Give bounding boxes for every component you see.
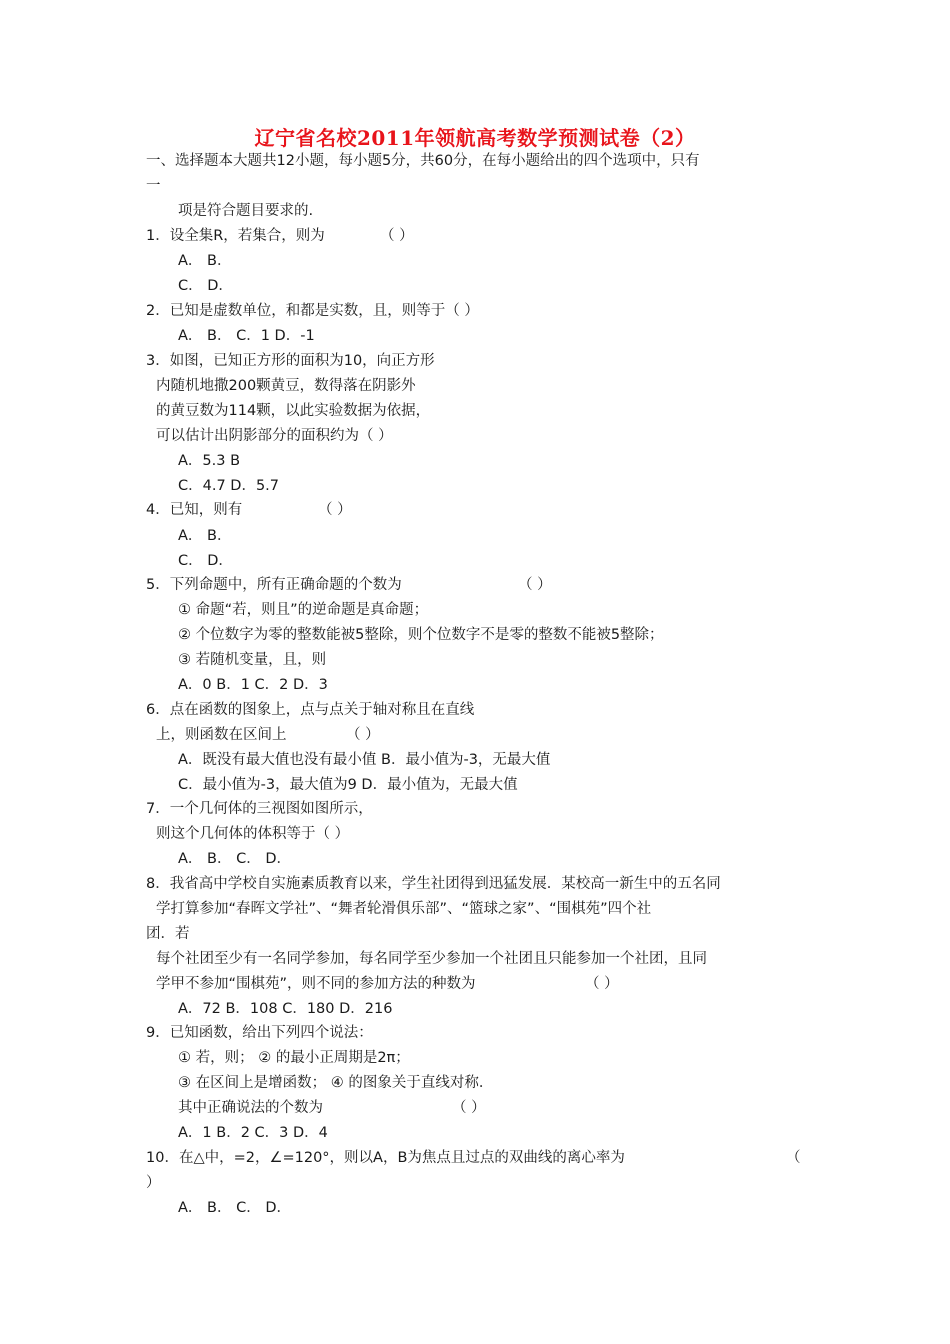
section-heading-cont: 项是符合题目要求的. — [178, 203, 314, 219]
question-4-options-ab: A． B． — [178, 528, 232, 544]
question-8-options: A．72 B．108 C．180 D．216 — [178, 1001, 393, 1017]
question-1-stem: 1．设全集R，若集合，则为 — [146, 228, 325, 244]
question-8-stem-line-4: 每个社团至少有一名同学参加，每名同学至少参加一个社团且只能参加一个社团，且同 — [156, 951, 707, 967]
question-7-stem-line-2: 则这个几何体的体积等于（ ） — [156, 826, 350, 842]
question-7-stem-line-1: 7．一个几何体的三视图如图所示， — [146, 801, 373, 817]
question-7-options: A． B． C． D． — [178, 851, 291, 867]
question-3-stem-line-2: 内随机地撒200颗黄豆，数得落在阴影外 — [156, 378, 416, 394]
question-6-stem-line-2: 上，则函数在区间上 — [156, 727, 287, 743]
question-1-options-cd: C． D． — [178, 278, 233, 294]
document-title: 辽宁省名校2011年领航高考数学预测试卷（2） — [254, 126, 696, 150]
question-8-answer-paren: （ ） — [585, 976, 619, 992]
section-heading: 一、选择题本大题共12小题，每小题5分，共60分，在每小题给出的四个选项中，只有 — [146, 153, 700, 169]
question-4-answer-paren: （ ） — [318, 502, 352, 518]
question-10-paren-open: （ — [786, 1150, 801, 1166]
question-3-stem-line-4: 可以估计出阴影部分的面积约为（ ） — [156, 428, 393, 444]
question-5-stem: 5．下列命题中，所有正确命题的个数为 — [146, 577, 402, 593]
question-3-stem-line-1: 3．如图，已知正方形的面积为10，向正方形 — [146, 353, 435, 369]
question-6-options-cd: C．最小值为-3，最大值为9 D．最小值为，无最大值 — [178, 777, 518, 793]
question-6-stem-line-1: 6．点在函数的图象上，点与点关于轴对称且在直线 — [146, 702, 475, 718]
question-9-statements-1-2: ① 若，则； ② 的最小正周期是2π； — [178, 1050, 410, 1066]
question-10-options: A． B． C． D． — [178, 1200, 291, 1216]
question-6-options-ab: A．既没有最大值也没有最小值 B．最小值为-3，无最大值 — [178, 752, 551, 768]
question-2-stem: 2．已知是虚数单位，和都是实数，且，则等于（ ） — [146, 303, 479, 319]
question-3-options-ab: A．5.3 B — [178, 453, 241, 469]
question-8-stem-line-3: 团．若 — [146, 926, 190, 942]
question-9-stem: 9．已知函数，给出下列四个说法： — [146, 1025, 373, 1041]
question-9-options: A．1 B．2 C．3 D．4 — [178, 1125, 328, 1141]
question-1-options-ab: A． B． — [178, 253, 232, 269]
question-5-statement-3: ③ 若随机变量，且，则 — [178, 652, 327, 668]
section-heading-wrap: 一 — [146, 178, 161, 194]
question-3-stem-line-3: 的黄豆数为114颗，以此实验数据为依据， — [156, 403, 431, 419]
question-9-statements-3-4: ③ 在区间上是增函数； ④ 的图象关于直线对称． — [178, 1075, 494, 1091]
question-8-stem-line-2: 学打算参加“春晖文学社”、“舞者轮滑俱乐部”、“篮球之家”、“围棋苑”四个社 — [156, 901, 652, 917]
question-5-statement-2: ② 个位数字为零的整数能被5整除，则个位数字不是零的整数不能被5整除； — [178, 627, 664, 643]
question-8-stem-line-1: 8．我省高中学校自实施素质教育以来，学生社团得到迅猛发展．某校高一新生中的五名同 — [146, 876, 721, 892]
question-9-stem-2: 其中正确说法的个数为 — [178, 1100, 323, 1116]
question-1-answer-paren: （ ） — [380, 228, 414, 244]
question-9-answer-paren: （ ） — [452, 1100, 486, 1116]
question-5-statement-1: ① 命题“若，则且”的逆命题是真命题； — [178, 602, 429, 618]
question-3-options-cd: C．4.7 D．5.7 — [178, 478, 280, 494]
question-4-stem: 4．已知，则有 — [146, 502, 243, 518]
question-10-paren-close: ） — [146, 1175, 161, 1191]
question-4-options-cd: C． D． — [178, 553, 233, 569]
question-2-options: A． B． C．1 D．-1 — [178, 328, 315, 344]
question-5-options: A．0 B．1 C．2 D．3 — [178, 677, 328, 693]
question-10-stem: 10．在△中，=2，∠=120°，则以A，B为焦点且过点的双曲线的离心率为 — [146, 1150, 625, 1166]
question-5-answer-paren: （ ） — [518, 577, 552, 593]
question-6-answer-paren: （ ） — [346, 727, 380, 743]
question-8-stem-line-5: 学甲不参加“围棋苑”，则不同的参加方法的种数为 — [156, 976, 476, 992]
